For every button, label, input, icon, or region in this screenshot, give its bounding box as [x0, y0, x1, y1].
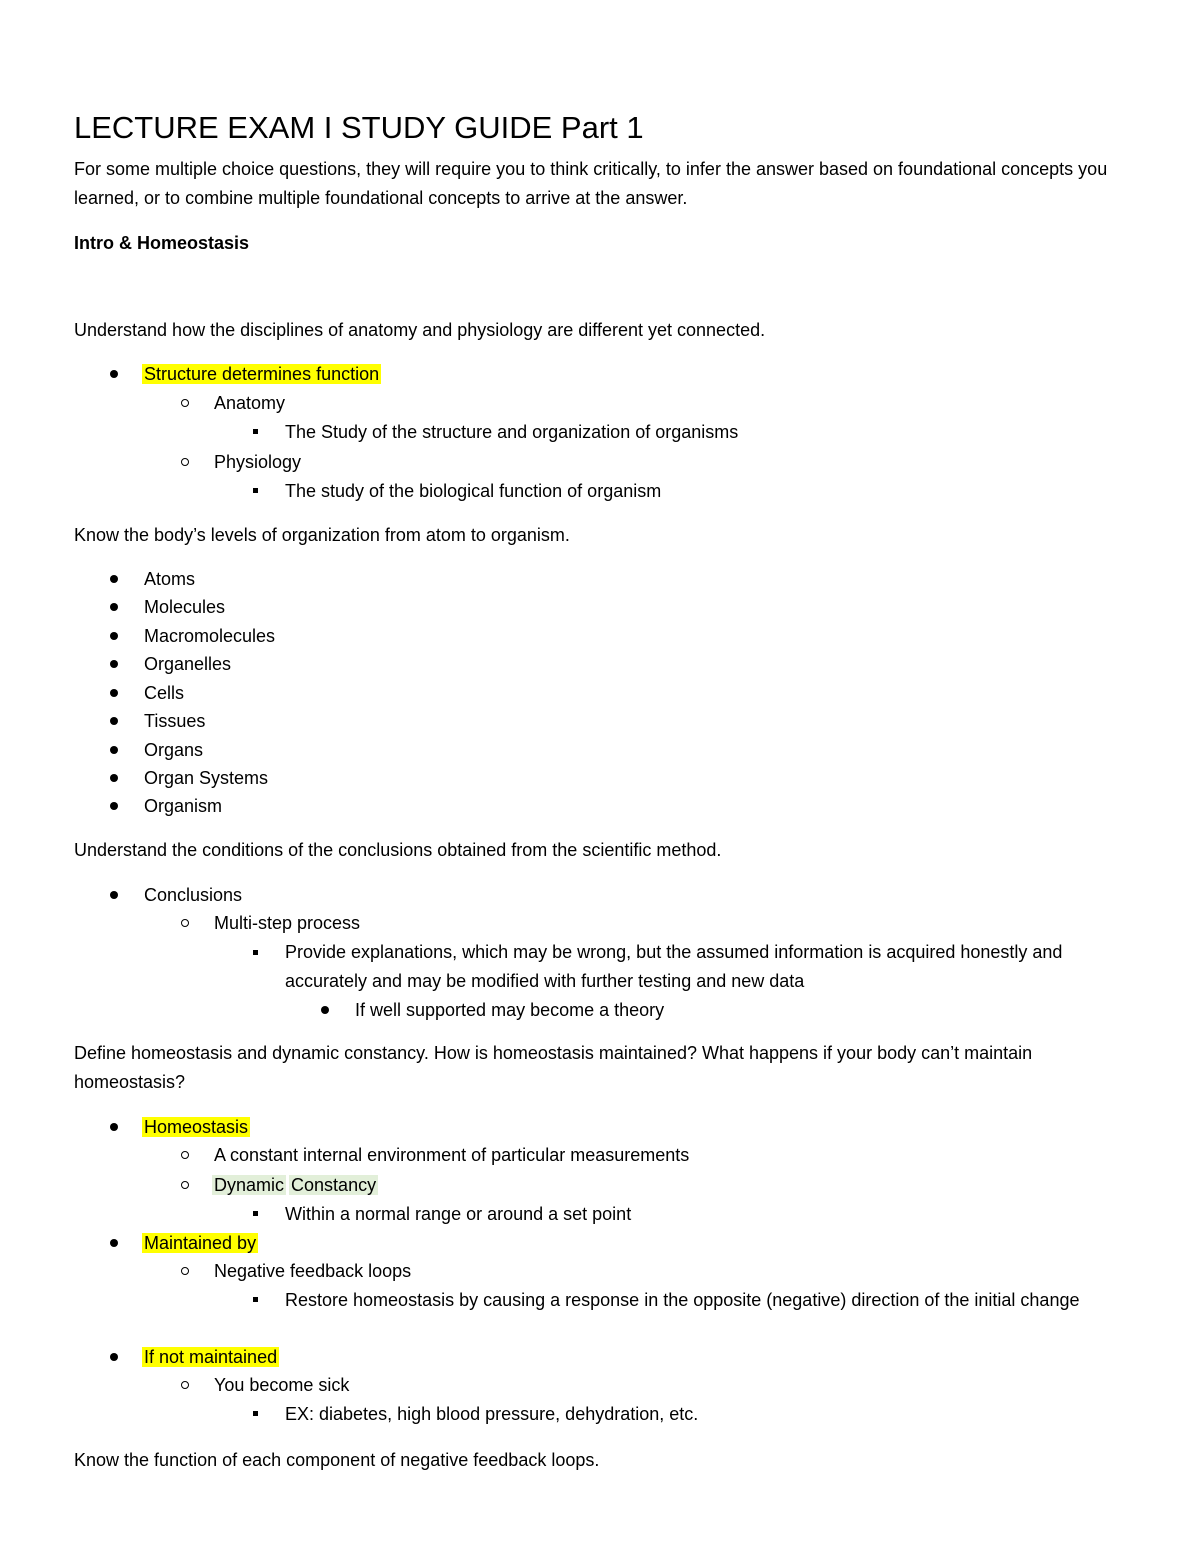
q1-bullet-structure: [144, 360, 381, 388]
q4-dynamic-constancy: [214, 1171, 378, 1199]
q3-explanations: Provide explanations, which may be wrong, but the assumed information is acquired honestly and accurately and may be modified with further testing and new data: [285, 942, 1063, 991]
bullet-square-icon: [253, 1211, 258, 1216]
level-item: Tissues: [144, 711, 206, 731]
bullet-square-icon: [253, 950, 258, 955]
level-item: Organelles: [144, 654, 232, 674]
q4-prompt: Define homeostasis and dynamic constancy. How is homeostasis maintained? What happens if your body can’t maintain homeostasis?: [74, 1043, 1033, 1092]
bullet-circle-icon: [181, 458, 189, 466]
q4-become-sick: You become sick: [214, 1375, 350, 1395]
bullet-dot-icon: [110, 575, 118, 583]
bullet-circle-icon: [181, 1381, 189, 1389]
bullet-dot-icon: [110, 802, 118, 810]
level-item: Atoms: [144, 569, 196, 589]
section-heading: Intro & Homeostasis: [74, 233, 250, 253]
bullet-dot-icon: [110, 1353, 118, 1361]
bullet-dot-icon: [110, 632, 118, 640]
q4-restore-homeostasis: Restore homeostasis by causing a response in the opposite (negative) direction of the initial change: [285, 1290, 1080, 1310]
q5-prompt: Know the function of each component of negative feedback loops.: [74, 1450, 600, 1470]
q3-theory: If well supported may become a theory: [355, 1000, 665, 1020]
q4-homeostasis-text: Homeostasis: [144, 1117, 249, 1137]
q4-examples: EX: diabetes, high blood pressure, dehydration, etc.: [285, 1404, 699, 1424]
bullet-circle-icon: [181, 1181, 189, 1189]
level-item: Organs: [144, 740, 204, 760]
q4-dynamic-text: Dynamic: [214, 1175, 285, 1195]
bullet-circle-icon: [181, 1267, 189, 1275]
q1-physiology: Physiology: [214, 452, 302, 472]
bullet-dot-icon: [110, 891, 118, 899]
bullet-dot-icon: [110, 689, 118, 697]
q1-bullet-structure-text: Structure determines function: [144, 364, 380, 384]
bullet-dot-icon: [321, 1006, 329, 1014]
q1-anatomy: Anatomy: [214, 393, 286, 413]
q4-constancy-text: Constancy: [291, 1175, 377, 1195]
q4-dynamic-def: Within a normal range or around a set point: [285, 1204, 632, 1224]
level-item: Macromolecules: [144, 626, 276, 646]
level-item: Organism: [144, 796, 223, 816]
bullet-dot-icon: [110, 774, 118, 782]
bullet-dot-icon: [110, 717, 118, 725]
level-item: Cells: [144, 683, 185, 703]
q1-physiology-def: The study of the biological function of organism: [285, 481, 662, 501]
bullet-circle-icon: [181, 919, 189, 927]
bullet-circle-icon: [181, 1151, 189, 1159]
level-item: Molecules: [144, 597, 226, 617]
level-item: Organ Systems: [144, 768, 269, 788]
q4-not-maintained: [144, 1343, 279, 1371]
bullet-dot-icon: [110, 370, 118, 378]
bullet-square-icon: [253, 1297, 258, 1302]
q4-maintained: [144, 1229, 258, 1257]
document-title: LECTURE EXAM I STUDY GUIDE Part 1: [74, 110, 644, 145]
q3-prompt: Understand the conditions of the conclusions obtained from the scientific method.: [74, 840, 722, 860]
q3-conclusions: Conclusions: [144, 885, 243, 905]
bullet-square-icon: [253, 429, 258, 434]
bullet-dot-icon: [110, 660, 118, 668]
bullet-circle-icon: [181, 399, 189, 407]
bullet-dot-icon: [110, 1123, 118, 1131]
q4-homeostasis: [144, 1113, 250, 1141]
q4-maintained-text: Maintained by: [144, 1233, 257, 1253]
bullet-dot-icon: [110, 1239, 118, 1247]
q4-negative-feedback: Negative feedback loops: [214, 1261, 412, 1281]
q4-not-maintained-text: If not maintained: [144, 1347, 278, 1367]
q1-prompt: Understand how the disciplines of anatomy and physiology are different yet connected.: [74, 320, 766, 340]
q3-multistep: Multi-step process: [214, 913, 361, 933]
bullet-dot-icon: [110, 746, 118, 754]
q4-homeostasis-def: A constant internal environment of particular measurements: [214, 1145, 690, 1165]
intro-paragraph: For some multiple choice questions, they will require you to think critically, to infer the answer based on foundational concepts you learned, or to combine multiple foundational concepts to arrive at the answer.: [74, 159, 1108, 208]
q1-anatomy-def: The Study of the structure and organization of organisms: [285, 422, 739, 442]
bullet-square-icon: [253, 1411, 258, 1416]
q2-prompt: Know the body’s levels of organization from atom to organism.: [74, 525, 570, 545]
bullet-square-icon: [253, 488, 258, 493]
bullet-dot-icon: [110, 603, 118, 611]
